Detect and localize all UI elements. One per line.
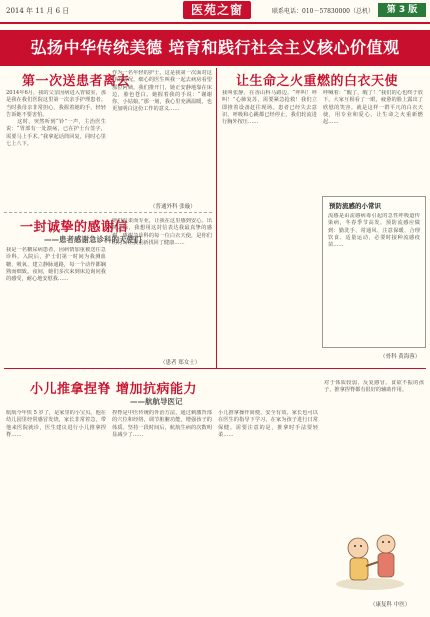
edition-badge: 第 3 版 xyxy=(378,3,426,17)
contact-phone: 联系电话：010－57830000（总机） xyxy=(272,8,374,15)
article1-title: 第一次送患者离去 xyxy=(22,74,131,89)
article2-col2: 她们温柔而专业，让我在这里感到安心。出院之际，我想用这封信表达我最真挚的感谢，感谢急诊科的每一位白衣天使，是你们的付出让我重新找回了健康…… xyxy=(112,218,212,246)
article4-col3: 小儿推拿操作简便、安全有效，家长也可以在医生的指导下学习，在家为孩子进行日常保健。需要注意的是，推拿时手法要轻柔…… xyxy=(218,410,318,438)
article3-col2: 呼喊着：“醒了，醒了！”我们的心也终于放下。大家互相看了一眼，疲惫的脸上露出了欣慰的笑容。就是这样一群平凡的白衣天使，用专业和爱心，让生命之火重新燃起…… xyxy=(323,90,423,126)
article4-col2: 捏脊是中医传统的外治方法，通过刺激背部的穴位和经络，调节脏腑功能，增强孩子的体质。坚持一段时间后，航航生病的次数明显减少了…… xyxy=(112,410,212,438)
article1-col2: 作为一名年轻的护士，这是我第一次面对这样的情况。细心的医生叫我一起去病房看望那位阿姨。我们推开门，她正安静地靠在床边，脸色苍白。她握着我的手说：“谢谢你，小姑娘。”那一刻，我心里充满温暖，也更加明白这份工作的意义…… xyxy=(112,70,212,113)
article4-col1: 航航今年快 5 岁了，是家里的小宝贝。他在幼儿园里经常感冒发烧，家长非常着急，带他来医院就诊，医生建议进行小儿推拿捏脊…… xyxy=(6,410,106,438)
section-logo: 医苑之窗 xyxy=(183,1,251,19)
child-massage-illustration xyxy=(330,528,410,594)
masthead xyxy=(0,0,430,24)
article4-signature: （康复科 中医） xyxy=(370,602,411,608)
article4-col4: 对于体质较弱、反复感冒、食欲不振的孩子，推拿捏脊都有很好的辅助作用。 xyxy=(324,380,424,394)
headline-banner xyxy=(0,30,430,66)
article2-col1: 我是一名糖尿病患者，因病情加重被送往急诊科。入院后，护士们第一时间为我测血糖、吸氧、建立静脉通路，每一个动作都娴熟而细致。夜间，她们多次来到床边询问我的感受，耐心地安慰我…… xyxy=(6,247,106,283)
article2-title: 一封诚挚的感谢信 xyxy=(20,220,129,235)
article3-col1: 我叫张静，在香山科马路边，“呼叫！呼叫！”心肺复苏，需要紧急抢救！我们立即推着设备赶往现场。患者已经失去意识，呼吸和心跳都已经停止，我们轮流进行胸外按压…… xyxy=(222,90,317,126)
article2-subtitle: ——患者感谢急诊科的天使们 xyxy=(44,235,142,244)
article1-signature: （普通外科 张璇） xyxy=(150,204,196,210)
article3-signature: （骨科 黄海蓉） xyxy=(380,354,421,360)
tips-box-title: 预防流感的小常识 xyxy=(329,202,381,210)
issue-date: 2014 年 11 月 6 日 xyxy=(6,7,70,15)
article2-signature: （患者 郑女士） xyxy=(160,360,201,366)
page-headline: 弘扬中华传统美德 培育和践行社会主义核心价值观 xyxy=(30,38,400,57)
article1-col1: 2014年6月，我的父亲因病进入胃镜室，那是我在我们医院这里第一次亲手护理患者。当时我母亲非常担心，我握着她的手，轻轻告诉她不要害怕。 这时，突然听到“铃”一声，主治医生说：“胃部有一处溃疡，已在护士台签字，需要马上手术。”我拿起话筒回复，同时心里七上八下。 xyxy=(6,90,106,148)
tips-box xyxy=(322,196,426,348)
divider xyxy=(4,212,212,213)
section-divider xyxy=(4,368,426,369)
tips-box-body: 流感是由流感病毒引起的急性呼吸道传染病，冬春季节高发。预防流感应做到：勤洗手、常通风、注意保暖、合理饮食、适量运动，必要时接种流感疫苗…… xyxy=(328,213,420,249)
article4-subtitle: ——航航导医记 xyxy=(130,397,183,406)
article3-title: 让生命之火重燃的白衣天使 xyxy=(236,74,399,89)
column-divider xyxy=(216,68,217,368)
article4-title: 小儿推拿捏脊 增加抗病能力 xyxy=(30,382,198,397)
